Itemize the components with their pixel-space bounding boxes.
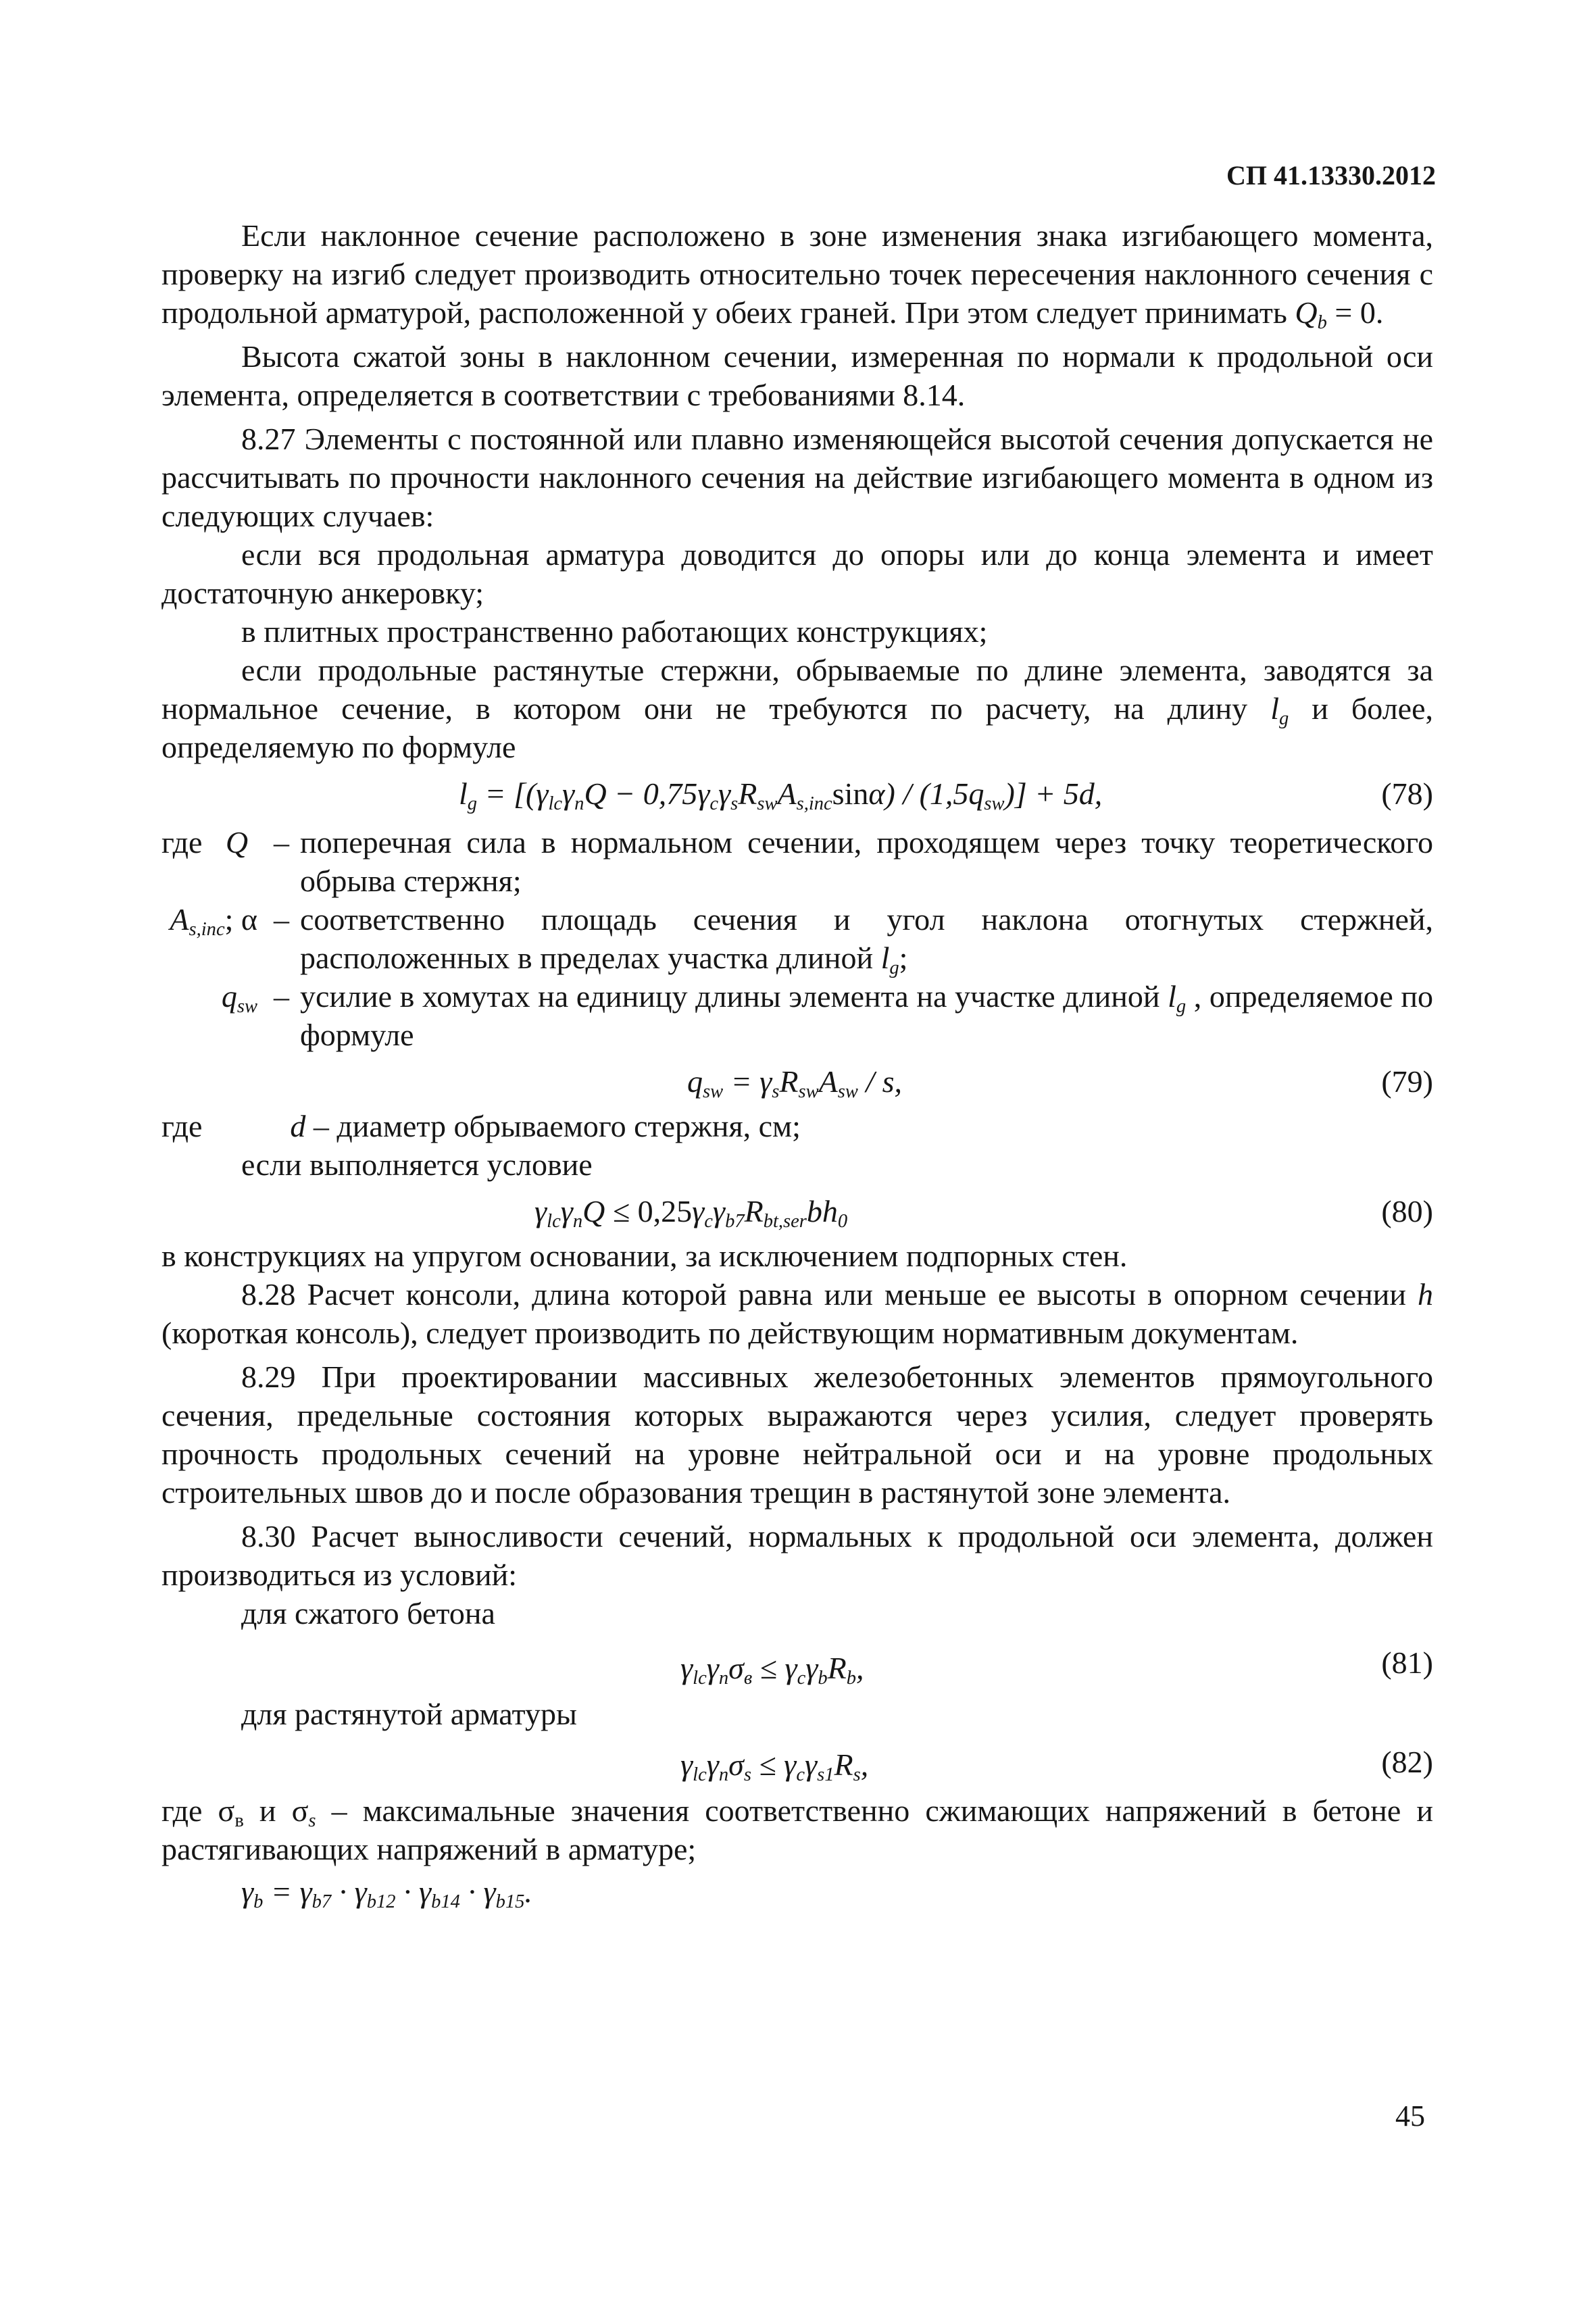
formula-78: $l_g = [(\gamma_{lc}\gamma_nQ - 0,75\gamma_c\gamma_sR_{sw}A_{s,inc}\sin\alpha) / (1,5q_{sw})] + 5d$, xyxy=(459,776,1103,814)
formula-gamma-b: $\gamma_b = \gamma_{b7} \cdot \gamma_{b12} \cdot \gamma_{b14} \cdot \gamma_{b15}$. xyxy=(241,1874,532,1912)
formula-gamma-b-row xyxy=(161,1868,1433,1921)
formula-82: $\gamma_{lc}\gamma_n\sigma_s \le \gamma_c\gamma_{s1}R_s$, xyxy=(680,1747,869,1785)
paragraph-8-30: 8.30 Расчет выносливости сечений, нормальных к продольной оси элемента, должен производиться из условий: xyxy=(161,1519,1433,1592)
definition-asinc-alpha: $A_{s,inc}$; α – соответственно площадь сечения и угол наклона отогнутых стержней, расположенных в пределах участка длиной $l_g$; xyxy=(170,902,1433,978)
paragraph-d-definition: где d – диаметр обрываемого стержня, см; xyxy=(161,1109,801,1143)
paragraph-condition: если выполняется условие xyxy=(241,1147,593,1182)
paragraph-case-slabs: в плитных пространственно работающих конструкциях; xyxy=(241,614,988,649)
formula-79: $q_{sw} = \gamma_sR_{sw}A_{sw} / s$, xyxy=(687,1064,903,1102)
definition-qsw: $q_{sw}$ – усилие в хомутах на единицу длины элемента на участке длиной $l_g$ , определяемое по формуле xyxy=(221,979,1434,1052)
formula-80: $\gamma_{lc}\gamma_nQ \le 0,25\gamma_c\gamma_{b7}R_{bt,ser}bh_0$ xyxy=(534,1194,848,1232)
formula-79-number: (79) xyxy=(1381,1064,1433,1099)
paragraph-compressed-zone: Высота сжатой зоны в наклонном сечении, измеренная по нормали к продольной оси элемента, определяется в соответствии с требованиями 8.14. xyxy=(161,339,1433,412)
formula-82-row xyxy=(161,1733,1433,1791)
paragraph-compressed-concrete: для сжатого бетона xyxy=(241,1596,495,1631)
document-code: СП 41.13330.2012 xyxy=(1226,160,1436,191)
formula-82-number: (82) xyxy=(1381,1745,1433,1779)
formula-81-number: (81) xyxy=(1381,1645,1433,1680)
formula-78-row xyxy=(161,766,1433,819)
formula-81: $\gamma_{lc}\gamma_n\sigma_в \le \gamma_c\gamma_bR_b$, xyxy=(680,1651,864,1689)
paragraph-case-bars: если продольные растянутые стержни, обрываемые по длине элемента, заводятся за нормальное сечение, в котором они не требуются по расчету, на длину $l_g$ и более, определяемую по формуле xyxy=(161,653,1433,764)
paragraph-bending-check: Если наклонное сечение расположено в зоне изменения знака изгибающего момента, проверку на изгиб следует производить относительно точек пересечения наклонного сечения с продольной арматурой, расположенной у обеих граней. При этом следует принимать $Q_b = 0$. xyxy=(161,218,1433,333)
paragraph-case-anchorage: если вся продольная арматура доводится до опоры или до конца элемента и имеет достаточную анкеровку; xyxy=(161,537,1433,610)
paragraph-8-27: 8.27 Элементы с постоянной или плавно изменяющейся высотой сечения допускается не рассчитывать по прочности наклонного сечения на действие изгибающего момента в одном из следующих случаев: xyxy=(161,422,1433,533)
paragraph-8-29: 8.29 При проектировании массивных железобетонных элементов прямоугольного сечения, предельные состояния которых выражаются через усилия, следует проверять прочность продольных сечений на уровне нейтральной оси и на уровне продольных строительных швов до и после образования трещин в растянутой зоне элемента. xyxy=(161,1360,1433,1510)
document-body xyxy=(161,216,1433,1921)
formula-80-row xyxy=(161,1184,1433,1237)
definition-q: где Q – поперечная сила в нормальном сечении, проходящем через точку теоретического обрыва стержня; xyxy=(161,825,1433,898)
paragraph-sigma-definition: где $\sigma_в$ и $\sigma_s$ – максимальные значения соответственно сжимающих напряжений в бетоне и растягивающих напряжений в арматуре; xyxy=(161,1793,1433,1866)
formula-78-number: (78) xyxy=(1381,776,1433,811)
paragraph-tension-rebar: для растянутой арматуры xyxy=(241,1697,577,1731)
formula-81-row xyxy=(161,1633,1433,1695)
paragraph-elastic-foundation: в конструкциях на упругом основании, за исключением подпорных стен. xyxy=(161,1239,1128,1273)
definitions-list xyxy=(161,823,1433,1054)
paragraph-8-28: 8.28 Расчет консоли, длина которой равна или меньше ее высоты в опорном сечении h (короткая консоль), следует производить по действующим нормативным документам. xyxy=(161,1277,1434,1350)
formula-80-number: (80) xyxy=(1381,1194,1433,1228)
page-number: 45 xyxy=(1395,2099,1425,2133)
formula-79-row xyxy=(161,1054,1433,1107)
